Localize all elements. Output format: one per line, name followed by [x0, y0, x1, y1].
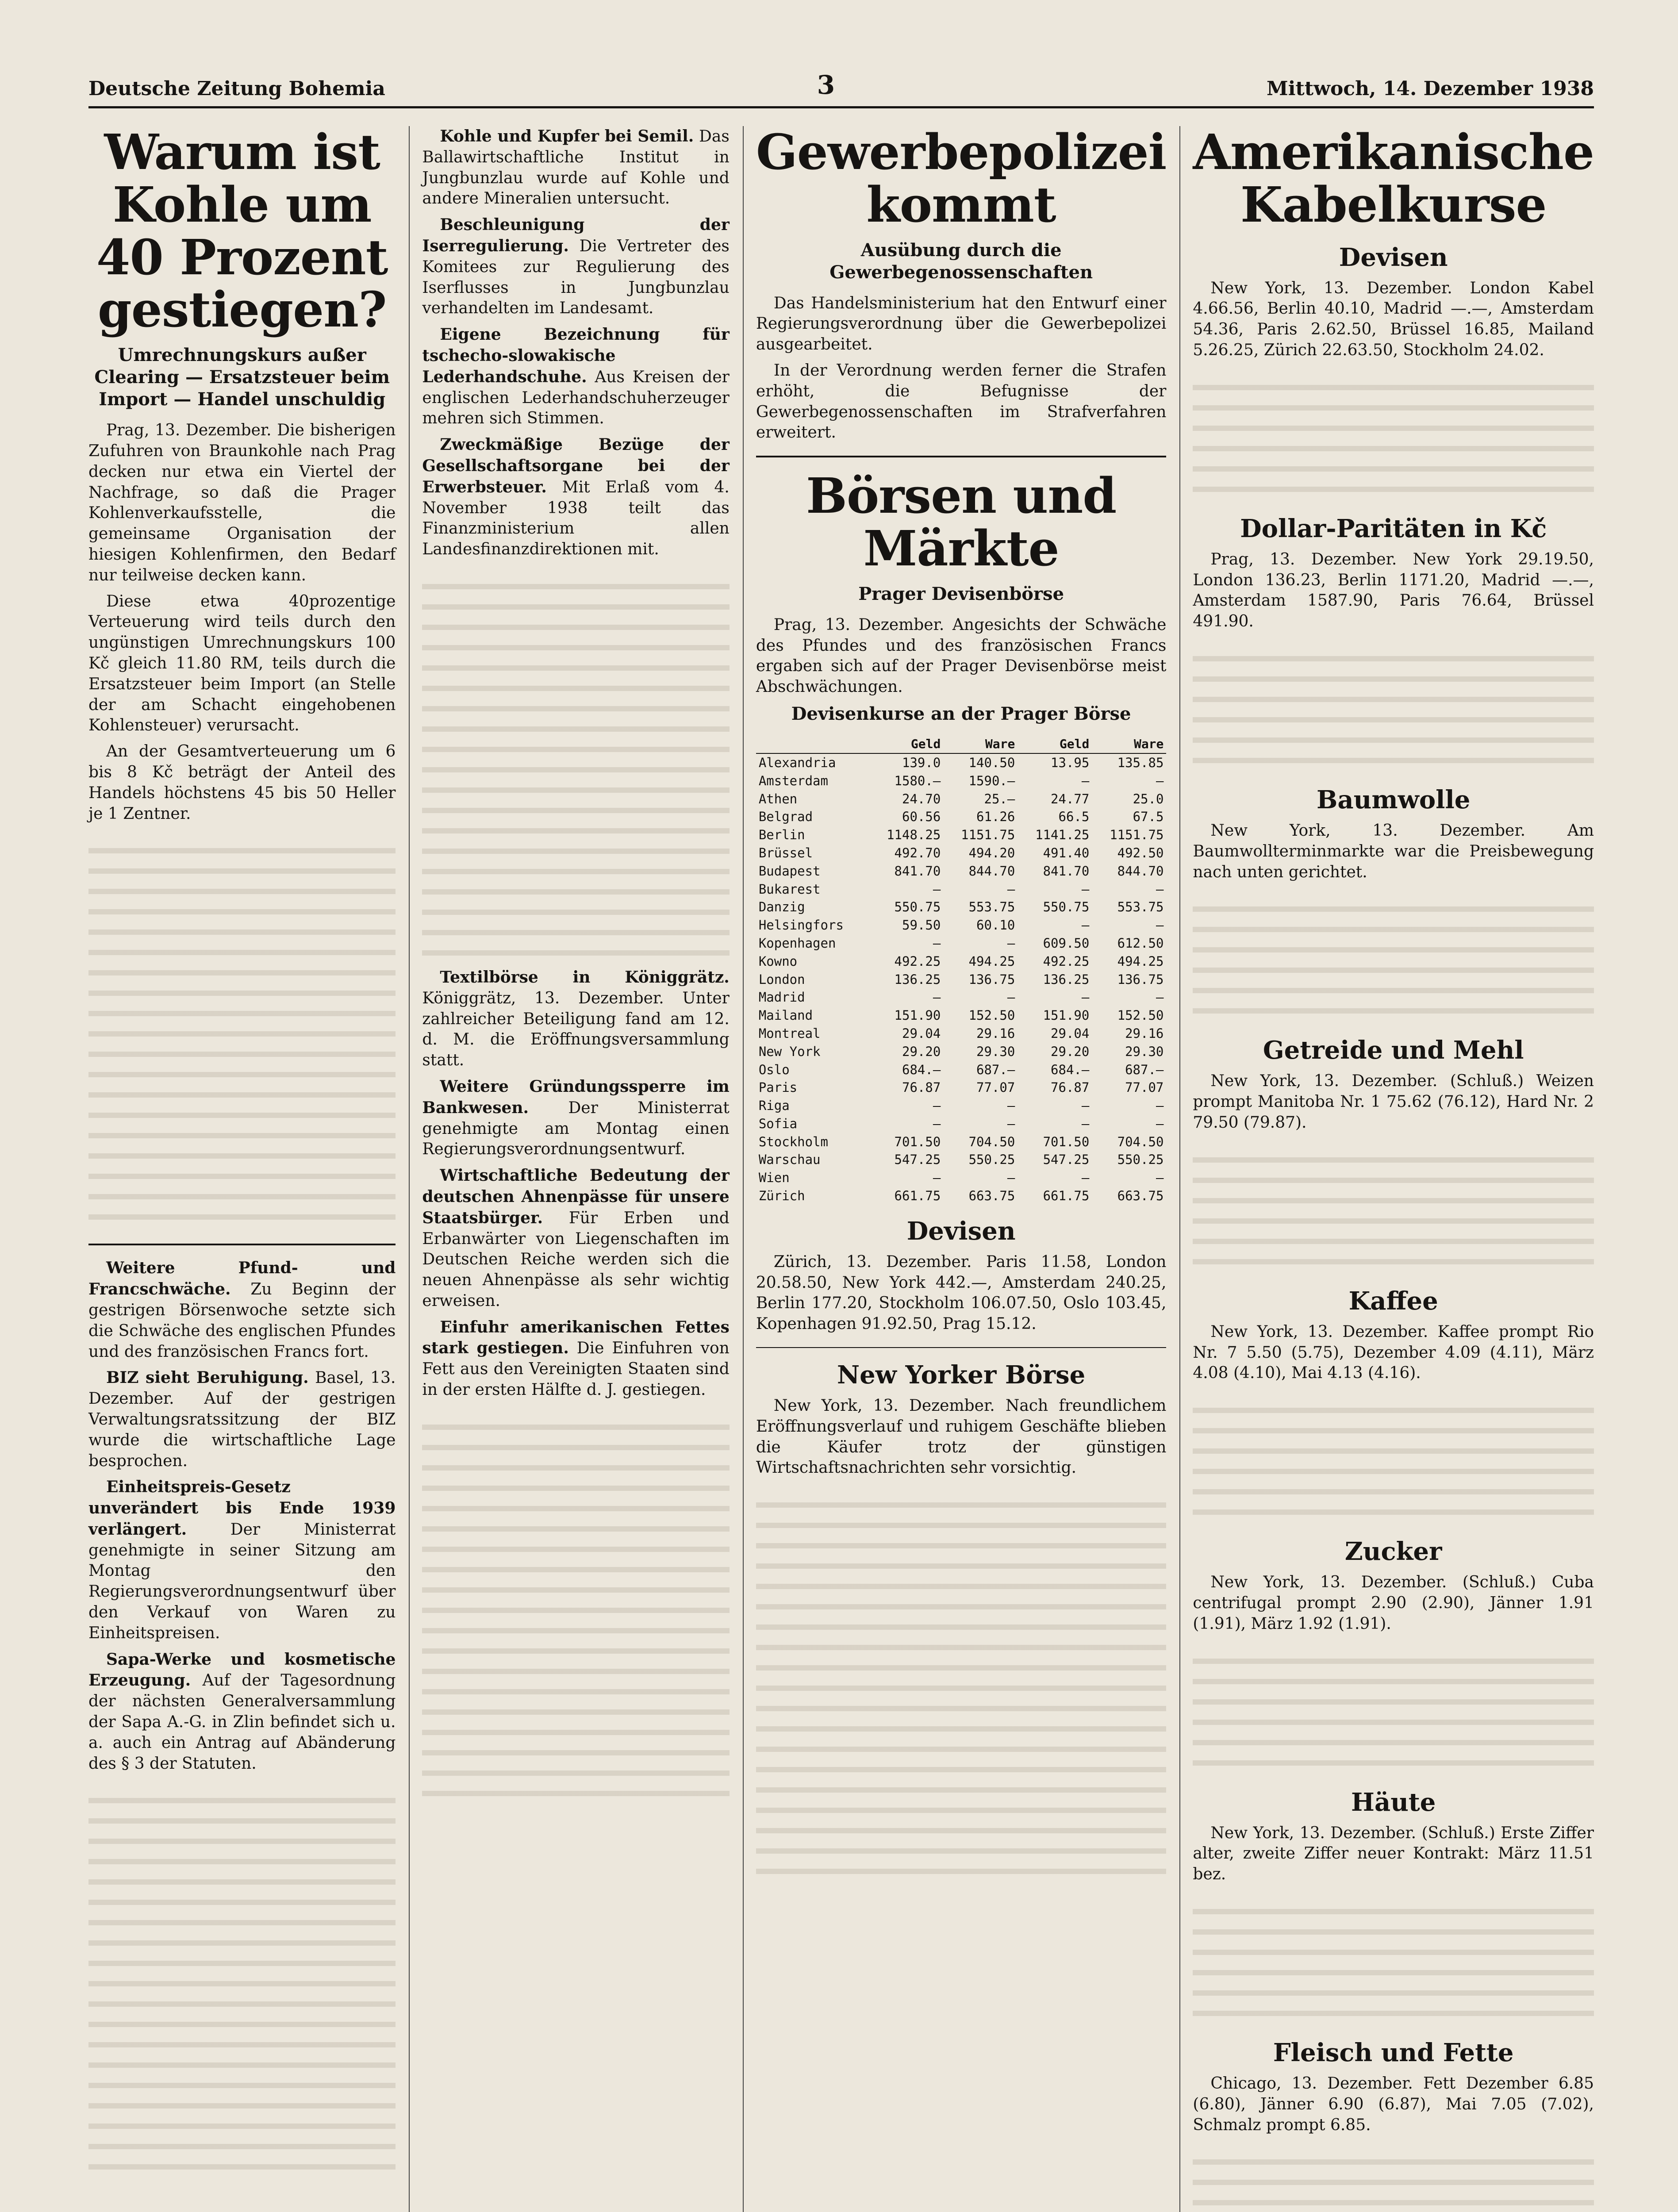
news-item: Weitere Gründungssperre im Bankwesen. Der Ministerrat genehmigte am Montag einen Regierungsverordnungsentwurf.: [422, 1077, 730, 1159]
table-cell: —: [1156, 1098, 1164, 1114]
table-row: [756, 1097, 1167, 1115]
table-cell: 135.85: [1117, 755, 1164, 770]
table-cell: 13.95: [1051, 755, 1090, 770]
table-cell: —: [1007, 1116, 1015, 1131]
table-cell: 76.87: [1051, 1080, 1090, 1095]
table-row: [756, 862, 1167, 880]
table-cell: 844.70: [1117, 863, 1164, 879]
table-cell: 136.25: [1043, 972, 1090, 987]
table-cell: 553.75: [968, 899, 1015, 915]
cable-rates-headline: Amerikanische Kabelkurse: [1193, 123, 1594, 233]
table-cell: 547.25: [1043, 1152, 1090, 1167]
table-cell: 29.16: [1125, 1025, 1164, 1041]
table-cell: —: [933, 1116, 941, 1131]
text-column-filler: [1193, 2144, 1594, 2212]
market-section-text: New York, 13. Dezember. (Schluß.) Cuba centrifugal prompt 2.90 (2.90), Jänner 1.91 (1.91), März 1.92 (1.91).: [1193, 1573, 1594, 1633]
table-row: [756, 826, 1167, 844]
table-row: [756, 1133, 1167, 1151]
table-cell: 151.90: [894, 1008, 941, 1023]
table-cell: 76.87: [902, 1080, 941, 1095]
market-section-text: New York, 13. Dezember. (Schluß.) Weizen prompt Manitoba Nr. 1 75.62 (76.12), Hard Nr. 2 79.50 (79.87).: [1193, 1072, 1594, 1132]
table-cell: 61.26: [976, 809, 1015, 825]
divider: [756, 1347, 1167, 1348]
table-cell: 29.20: [1051, 1044, 1090, 1059]
table-cell: —: [933, 881, 941, 897]
table-cell: 152.50: [1117, 1008, 1164, 1023]
column-economy-news: [422, 126, 729, 2212]
table-row: [756, 988, 1167, 1006]
table-cell: London: [758, 972, 805, 987]
devisen-heading: Devisen: [906, 1216, 1016, 1246]
table-cell: 29.04: [1051, 1025, 1090, 1041]
market-section-text: New York, 13. Dezember. (Schluß.) Erste Ziffer alter, zweite Ziffer neuer Kontrakt: März 11.51 bez.: [1193, 1824, 1594, 1884]
news-item: Wirtschaftliche Bedeutung der deutschen Ahnenpässe für unsere Staatsbürger. Für Erben und Erbanwärter von Liegenschaften im Deutschen Reiche werden sich die neuen Ahnenpässe als sehr wichtig erweisen.: [422, 1166, 730, 1310]
table-cell: 492.70: [894, 845, 941, 860]
table-cell: 1141.25: [1035, 827, 1090, 843]
table-cell: 547.25: [894, 1152, 941, 1167]
news-item: Einheitspreis-Gesetz unverändert bis Ende 1939 verlängert. Der Ministerrat genehmigte in seiner Sitzung am Montag den Regierungsverordnungsentwurf über den Verkauf von Waren zu Einheitspreisen.: [88, 1478, 396, 1642]
market-section-title: Zucker: [1344, 1537, 1442, 1567]
table-cell: —: [1156, 918, 1164, 933]
text-column-filler: [1193, 1393, 1594, 1525]
table-cell: Belgrad: [758, 809, 813, 825]
table-row: [756, 971, 1167, 989]
table-cell: Brüssel: [758, 845, 813, 860]
column-coal: [88, 123, 396, 2212]
table-cell: —: [1081, 1170, 1090, 1186]
gewerbepolizei-subhead: Ausübung durch die Gewerbegenossenschaften: [829, 239, 1093, 283]
market-section-text: Chicago, 13. Dezember. Fett Dezember 6.85 (6.80), Jänner 6.90 (6.87), Mai 7.05 (7.02), Schmalz prompt 6.85.: [1193, 2074, 1594, 2134]
market-section-title: Baumwolle: [1317, 785, 1471, 814]
columns: [88, 123, 1594, 2212]
table-cell: —: [933, 990, 941, 1005]
table-cell: —: [1007, 990, 1015, 1005]
market-section-title: Devisen: [1339, 242, 1448, 272]
table-cell: 24.77: [1051, 791, 1090, 806]
table-cell: 553.75: [1117, 899, 1164, 915]
table-cell: 66.5: [1058, 809, 1090, 825]
table-cell: 492.25: [1043, 953, 1090, 969]
table-cell: Riga: [758, 1098, 790, 1114]
table-cell: 29.30: [1125, 1044, 1164, 1059]
table-cell: Sofia: [758, 1116, 798, 1131]
market-section-text: New York, 13. Dezember. Am Baumwollterminmarkte war die Preisbewegung nach unten gerichtet.: [1193, 821, 1594, 881]
table-cell: 704.50: [968, 1134, 1015, 1149]
table-cell: —: [1007, 935, 1015, 951]
market-section-title: Kaffee: [1348, 1286, 1438, 1316]
table-cell: —: [1081, 773, 1090, 788]
newspaper-title: Deutsche Zeitung Bohemia: [88, 77, 385, 100]
coal-subhead: Umrechnungskurs außer Clearing — Ersatzsteuer beim Import — Handel unschuldig: [94, 345, 390, 410]
table-row: [756, 1169, 1167, 1187]
table-cell: Athen: [758, 791, 798, 806]
table-cell: 25.0: [1133, 791, 1164, 806]
markets-headline: Börsen und Märkte: [806, 467, 1117, 577]
table-cell: —: [1007, 881, 1015, 897]
news-item: Beschleunigung der Iserregulierung. Die Vertreter des Komitees zur Regulierung des Iserflusses in Jungbunzlau verhandelten im Landesamt.: [422, 215, 730, 318]
table-cell: 844.70: [968, 863, 1015, 879]
table-row: [756, 1115, 1167, 1133]
table-cell: Berlin: [758, 827, 805, 843]
table-cell: Stockholm: [758, 1134, 828, 1149]
article-paragraph: Das Handelsministerium hat den Entwurf einer Regierungsverordnung über die Gewerbepolizei ausgearbeitet.: [756, 294, 1167, 354]
market-section-title: Dollar-Paritäten in Kč: [1240, 514, 1547, 543]
table-row: [756, 753, 1167, 772]
text-column-filler: [88, 833, 396, 1231]
devisen-heading: Prager Devisenbörse: [858, 583, 1064, 604]
table-cell: Warschau: [758, 1152, 821, 1167]
news-item: Weitere Pfund- und Francschwäche. Zu Beginn der gestrigen Börsenwoche setzte sich die Schwäche des englischen Pfundes und des französischen Francs fort.: [88, 1259, 396, 1361]
news-item: Eigene Bezeichnung für tschecho-slowakische Lederhandschuhe. Aus Kreisen der englischen Lederhandschuherzeuger mehren sich Stimmen.: [422, 325, 730, 428]
table-cell: —: [1007, 1170, 1015, 1186]
market-section-title: Häute: [1351, 1787, 1436, 1817]
market-section-text: New York, 13. Dezember. Kaffee prompt Rio Nr. 7 5.50 (5.75), Dezember 4.09 (4.11), März 4.08 (4.10), Mai 4.13 (4.16).: [1193, 1322, 1594, 1382]
table-cell: 661.75: [1043, 1188, 1090, 1204]
table-row: [756, 808, 1167, 826]
table-cell: 550.25: [1117, 1152, 1164, 1167]
article-paragraph: In der Verordnung werden ferner die Strafen erhöht, die Befugnisse der Gewerbegenossenschaften im Strafverfahren erweitert.: [756, 361, 1167, 442]
news-item: Zweckmäßige Bezüge der Gesellschaftsorgane bei der Erwerbsteuer. Mit Erlaß vom 4. November 1938 teilt das Finanzministerium allen Landesfinanzdirektionen mit.: [422, 435, 730, 559]
table-row: [756, 898, 1167, 916]
table-row: [756, 1187, 1167, 1205]
table-cell: 494.25: [1117, 953, 1164, 969]
gewerbepolizei-headline: Gewerbepolizei kommt: [756, 123, 1167, 233]
text-column-filler: [1193, 1142, 1594, 1275]
table-cell: Montreal: [758, 1025, 821, 1041]
table-cell: 139.0: [902, 755, 941, 770]
table-cell: —: [933, 1098, 941, 1114]
table-row: [756, 916, 1167, 934]
table-cell: 1590.—: [968, 773, 1015, 788]
table-row: [756, 952, 1167, 971]
table-cell: 1580.—: [894, 773, 941, 788]
table-cell: —: [1081, 990, 1090, 1005]
table-cell: 612.50: [1117, 935, 1164, 951]
table-cell: —: [933, 935, 941, 951]
text-column-filler: [1193, 1644, 1594, 1776]
table-cell: Madrid: [758, 990, 805, 1005]
table-header-cell: Geld: [1018, 735, 1092, 753]
table-row: [756, 1006, 1167, 1025]
table-row: [756, 844, 1167, 862]
news-item: Textilbörse in Königgrätz. Königgrätz, 13. Dezember. Unter zahlreicher Beteiligung fand am 12. d. M. die Eröffnungsversammlung statt.: [422, 968, 730, 1070]
nyse-report: New York, 13. Dezember. Nach freundlichem Eröffnungsverlauf und ruhigem Geschäfte blieben die Käufer trotz der günstigen Wirtschaftsnachrichten sehr vorsichtig.: [756, 1397, 1167, 1477]
table-cell: Budapest: [758, 863, 821, 879]
table-cell: 24.70: [902, 791, 941, 806]
devisen-report: Prag, 13. Dezember. Angesichts der Schwäche des Pfundes und des französischen Francs ergaben sich auf der Prager Devisenbörse meist Abschwächungen.: [756, 615, 1167, 696]
table-row: [756, 1025, 1167, 1043]
table-cell: 136.75: [1117, 972, 1164, 987]
table-row: [756, 1043, 1167, 1061]
table-cell: 59.50: [902, 918, 941, 933]
table-cell: 704.50: [1117, 1134, 1164, 1149]
nyse-heading: New Yorker Börse: [837, 1360, 1086, 1390]
table-cell: —: [1156, 990, 1164, 1005]
table-cell: 29.04: [902, 1025, 941, 1041]
table-cell: 1151.75: [961, 827, 1015, 843]
table-cell: 29.20: [902, 1044, 941, 1059]
divider: [88, 1244, 396, 1245]
table-cell: 687.—: [1125, 1062, 1164, 1077]
table-cell: 494.25: [968, 953, 1015, 969]
table-cell: 1151.75: [1110, 827, 1164, 843]
table-cell: 841.70: [894, 863, 941, 879]
table-cell: 77.07: [976, 1080, 1015, 1095]
news-item: Sapa-Werke und kosmetische Erzeugung. Auf der Tagesordnung der nächsten Generalversammlung der Sapa A.-G. in Zlin befindet sich u. a. auch ein Antrag auf Abänderung des § 3 der Statuten.: [88, 1650, 396, 1773]
table-cell: 67.5: [1133, 809, 1164, 825]
news-item: BIZ sieht Beruhigung. Basel, 13. Dezember. Auf der gestrigen Verwaltungsratssitzung der BIZ wurde die wirtschaftliche Lage besprochen.: [88, 1368, 396, 1470]
coal-paragraph: An der Gesamtverteuerung um 6 bis 8 Kč beträgt der Anteil des Handels höchstens 45 bis 50 Heller je 1 Zentner.: [88, 742, 396, 823]
rates-table-title: Devisenkurse an der Prager Börse: [791, 703, 1131, 724]
table-cell: Amsterdam: [758, 773, 828, 788]
exchange-rates-table: [756, 735, 1167, 1205]
table-cell: —: [1081, 881, 1090, 897]
table-cell: —: [933, 1170, 941, 1186]
table-cell: 136.75: [968, 972, 1015, 987]
market-section-text: Prag, 13. Dezember. New York 29.19.50, London 136.23, Berlin 1171.20, Madrid —.—, Amsterdam 1587.90, Paris 76.64, Brüssel 491.90.: [1193, 550, 1594, 631]
table-cell: —: [1156, 1170, 1164, 1186]
table-row: [756, 1079, 1167, 1097]
coal-headline: Warum ist Kohle um 40 Prozent gestiegen?: [96, 123, 388, 338]
table-cell: Bukarest: [758, 881, 821, 897]
cable-sections: [1193, 243, 1594, 2212]
table-cell: 152.50: [968, 1008, 1015, 1023]
text-column-filler: [1193, 1894, 1594, 2027]
table-cell: Oslo: [758, 1062, 790, 1077]
market-section-text: New York, 13. Dezember. London Kabel 4.66.56, Berlin 40.10, Madrid —.—, Amsterdam 54.36, Paris 2.62.50, Brüssel 16.85, Mailand 5.26.25, Zürich 22.63.50, Stockholm 24.02.: [1193, 279, 1594, 359]
coal-paragraph: Diese etwa 40prozentige Verteuerung wird teils durch den ungünstigen Umrechnungskurs 100 Kč gleich 11.80 RM, teils durch die Ersatzsteuer beim Import (an Stelle der am Schacht eingehobenen Kohlensteuer) verursacht.: [88, 592, 396, 735]
table-cell: 494.20: [968, 845, 1015, 860]
masthead: [88, 66, 1594, 108]
text-column-filler: [1193, 641, 1594, 774]
page-number: 3: [817, 70, 835, 100]
table-cell: 60.10: [976, 918, 1015, 933]
table-row: [756, 934, 1167, 952]
table-cell: 25.—: [984, 791, 1015, 806]
market-section-title: Getreide und Mehl: [1263, 1036, 1524, 1065]
table-header-cell: [756, 735, 869, 753]
text-column-filler: [88, 1783, 396, 2181]
table-cell: Danzig: [758, 899, 805, 915]
table-cell: Kowno: [758, 953, 798, 969]
table-cell: 701.50: [1043, 1134, 1090, 1149]
table-cell: —: [1156, 1116, 1164, 1131]
table-cell: 29.16: [976, 1025, 1015, 1041]
table-cell: —: [1081, 918, 1090, 933]
table-row: [756, 772, 1167, 790]
table-cell: Wien: [758, 1170, 790, 1186]
text-column-filler: [422, 569, 729, 967]
table-cell: 140.50: [968, 755, 1015, 770]
table-cell: 701.50: [894, 1134, 941, 1149]
table-header-cell: Geld: [869, 735, 943, 753]
devisen-report: Zürich, 13. Dezember. Paris 11.58, London 20.58.50, New York 442.—, Amsterdam 240.25, Berlin 177.20, Stockholm 106.07.50, Oslo 103.45, Kopenhagen 91.92.50, Prag 15.12.: [756, 1252, 1167, 1333]
issue-date: Mittwoch, 14. Dezember 1938: [1267, 77, 1594, 100]
table-cell: 663.75: [1117, 1188, 1164, 1204]
news-item: Einfuhr amerikanischen Fettes stark gestiegen. Die Einfuhren von Fett aus den Vereinigten Staaten sind in der ersten Hälfte d. J. gestiegen.: [422, 1317, 730, 1399]
news-item: Kohle und Kupfer bei Semil. Das Ballawirtschaftliche Institut in Jungbunzlau wurde auf Kohle und andere Mineralien untersucht.: [422, 127, 730, 208]
table-cell: —: [1007, 1098, 1015, 1114]
table-cell: 663.75: [968, 1188, 1015, 1204]
market-section-title: Fleisch und Fette: [1273, 2038, 1514, 2067]
table-row: [756, 880, 1167, 899]
table-cell: 550.75: [894, 899, 941, 915]
table-header-cell: Ware: [943, 735, 1018, 753]
table-cell: 684.—: [902, 1062, 941, 1077]
table-cell: —: [1081, 1116, 1090, 1131]
text-column-filler: [756, 1487, 1167, 1886]
table-cell: Kopenhagen: [758, 935, 836, 951]
table-row: [756, 1151, 1167, 1169]
text-column-filler: [422, 1409, 729, 1808]
table-cell: —: [1081, 1098, 1090, 1114]
table-cell: 684.—: [1051, 1062, 1090, 1077]
table-cell: Paris: [758, 1080, 798, 1095]
table-cell: Helsingfors: [758, 918, 844, 933]
table-cell: 136.25: [894, 972, 941, 987]
table-cell: 29.30: [976, 1044, 1015, 1059]
table-cell: New York: [758, 1044, 821, 1059]
divider: [756, 456, 1167, 457]
table-cell: 661.75: [894, 1188, 941, 1204]
text-column-filler: [1193, 370, 1594, 503]
table-cell: —: [1156, 773, 1164, 788]
column-markets: [756, 123, 1167, 2212]
table-cell: Zürich: [758, 1188, 805, 1204]
table-cell: 550.75: [1043, 899, 1090, 915]
table-cell: 687.—: [976, 1062, 1015, 1077]
text-column-filler: [1193, 891, 1594, 1024]
table-cell: 491.40: [1043, 845, 1090, 860]
table-cell: Alexandria: [758, 755, 836, 770]
table-cell: 492.50: [1117, 845, 1164, 860]
table-cell: 609.50: [1043, 935, 1090, 951]
table-cell: 550.25: [968, 1152, 1015, 1167]
table-cell: 151.90: [1043, 1008, 1090, 1023]
table-row: [756, 790, 1167, 808]
table-cell: 492.25: [894, 953, 941, 969]
table-cell: 77.07: [1125, 1080, 1164, 1095]
table-cell: —: [1156, 881, 1164, 897]
table-cell: Mailand: [758, 1008, 813, 1023]
table-cell: 60.56: [902, 809, 941, 825]
table-cell: 841.70: [1043, 863, 1090, 879]
table-row: [756, 1061, 1167, 1079]
table-cell: 1148.25: [887, 827, 941, 843]
coal-paragraph: Prag, 13. Dezember. Die bisherigen Zufuhren von Braunkohle nach Prag decken nur etwa ein Viertel der Nachfrage, so daß die Prager Kohlenverkaufsstelle, die gemeinsame Organisation der hiesigen Kohlenfirmen, den Bedarf nur teilweise decken kann.: [88, 421, 396, 584]
column-cable-rates: [1193, 123, 1594, 2212]
table-header-cell: Ware: [1092, 735, 1166, 753]
